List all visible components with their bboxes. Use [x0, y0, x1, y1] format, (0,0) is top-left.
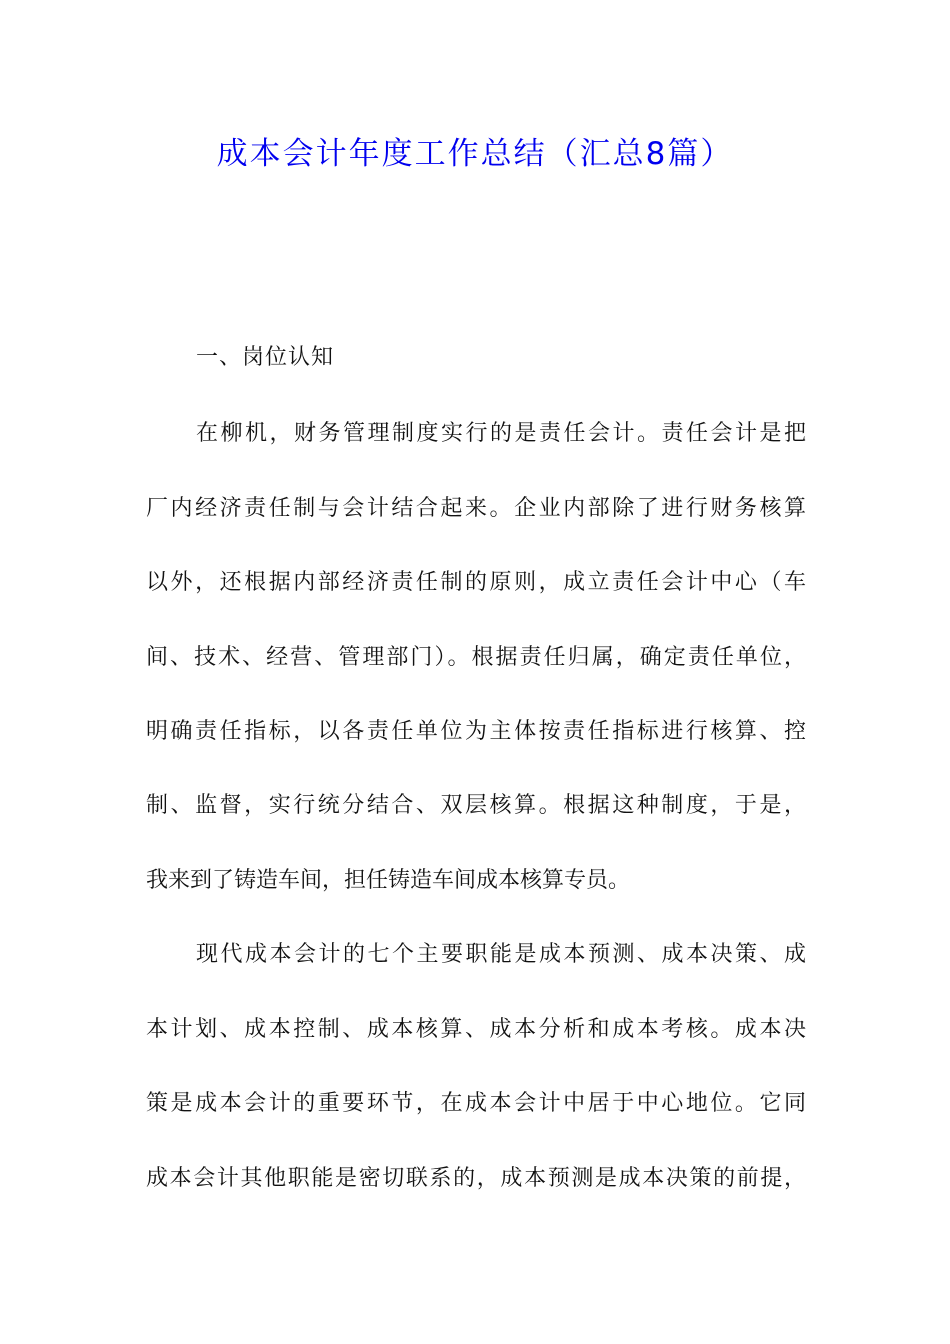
paragraph-line: 间、技术、经营、管理部门）。根据责任归属，确定责任单位，	[146, 645, 806, 670]
paragraph-line: 制、监督，实行统分结合、双层核算。根据这种制度，于是，	[146, 793, 806, 818]
paragraph-line: 现代成本会计的七个主要职能是成本预测、成本决策、成	[196, 942, 806, 967]
paragraph-line: 成本会计其他职能是密切联系的，成本预测是成本决策的前提，	[146, 1166, 806, 1191]
paragraph-line: 在柳机，财务管理制度实行的是责任会计。责任会计是把	[196, 421, 806, 446]
paragraph-line: 我来到了铸造车间，担任铸造车间成本核算专员。	[146, 868, 631, 893]
section-heading: 一、岗位认知	[196, 345, 335, 370]
paragraph-line: 以外，还根据内部经济责任制的原则，成立责任会计中心（车	[146, 570, 806, 595]
paragraph-line: 本计划、成本控制、成本核算、成本分析和成本考核。成本决	[146, 1017, 806, 1042]
paragraph-line: 厂内经济责任制与会计结合起来。企业内部除了进行财务核算	[146, 496, 806, 521]
paragraph-line: 明确责任指标，以各责任单位为主体按责任指标进行核算、控	[146, 719, 806, 744]
paragraph-line: 策是成本会计的重要环节，在成本会计中居于中心地位。它同	[146, 1091, 806, 1116]
document-title: 成本会计年度工作总结（汇总8篇）	[216, 136, 734, 172]
